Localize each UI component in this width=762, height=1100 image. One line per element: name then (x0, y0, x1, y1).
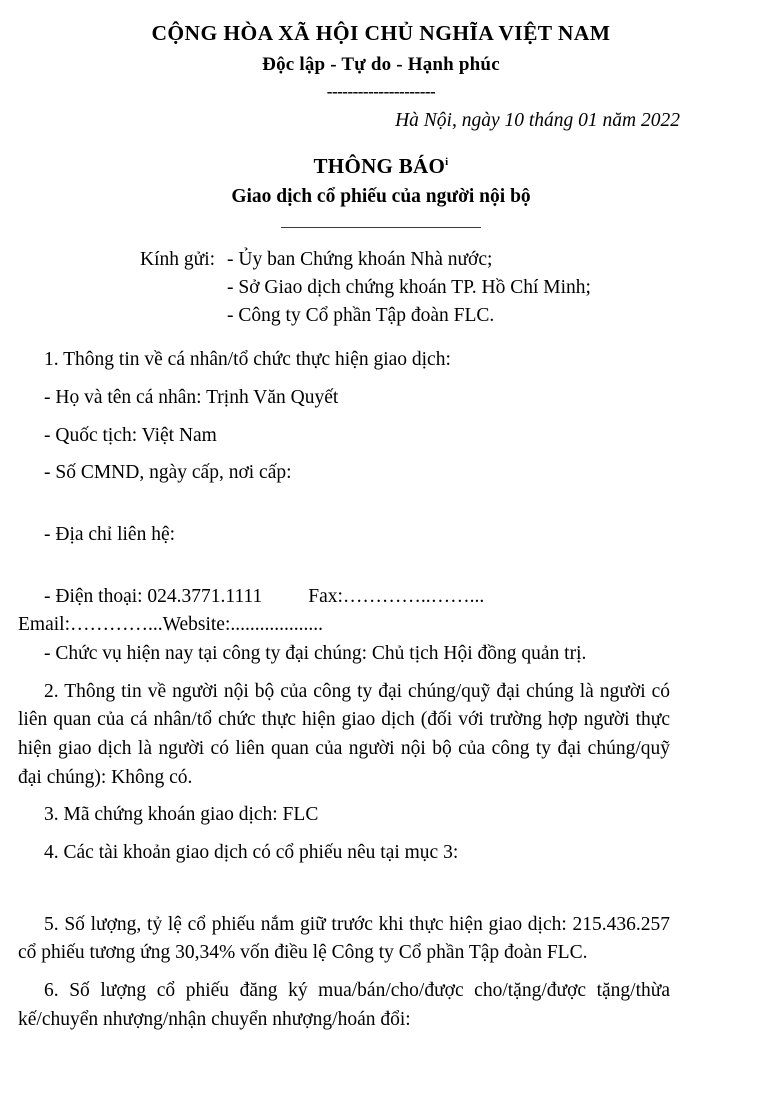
document-body (0, 346, 762, 1034)
national-header (0, 0, 762, 100)
national-motto: Độc lập - Tự do - Hạnh phúc (262, 53, 500, 75)
header-dashed-separator: --------------------- (326, 81, 436, 101)
date-line: Hà Nội, ngày 10 tháng 01 năm 2022 (395, 109, 680, 131)
section-4: 4. Các tài khoản giao dịch có cổ phiếu nêu tại mục 3: (44, 841, 459, 863)
section-6: 6. Số lượng cổ phiếu đăng ký mua/bán/cho/được cho/tặng/được tặng/thừa kế/chuyển nhượng/nhận chuyển nhượng/hoán đổi: (18, 979, 670, 1030)
section-1-phone: - Điện thoại: 024.3771.1111 (44, 585, 263, 607)
title-divider (281, 227, 481, 228)
footnote-marker-icon: i (445, 155, 449, 168)
recipient-item: - Sở Giao dịch chứng khoán TP. Hồ Chí Minh; (227, 277, 591, 299)
section-1-contact-line (18, 583, 670, 640)
section-1-fax: Fax:…………..……... (308, 585, 485, 607)
document-subtitle: Giao dịch cổ phiếu của người nội bộ (231, 185, 531, 207)
country-title: CỘNG HÒA XÃ HỘI CHỦ NGHĨA VIỆT NAM (151, 21, 611, 45)
section-2: 2. Thông tin về người nội bộ của công ty đại chúng/quỹ đại chúng là người có liên quan của cá nhân/tổ chức thực hiện giao dịch (đối với trường hợp người thực hiện giao dịch là người có liên quan của người nội bộ của công ty đại chúng/quỹ đại chúng): Không có. (18, 680, 670, 788)
document-title-text: THÔNG BÁO (313, 153, 446, 178)
section-1-heading: 1. Thông tin về cá nhân/tổ chức thực hiện giao dịch: (44, 349, 451, 371)
spacer (18, 877, 670, 911)
recipients-label: Kính gửi: (140, 249, 216, 271)
spacer (18, 497, 670, 521)
document-title-block (0, 154, 762, 229)
recipients-list (227, 246, 591, 330)
section-1-address: - Địa chỉ liên hệ: (44, 524, 176, 546)
section-1-position: - Chức vụ hiện nay tại công ty đại chúng: Chủ tịch Hội đồng quản trị. (44, 643, 587, 665)
document-title (0, 154, 762, 179)
spacer (18, 559, 670, 583)
section-5: 5. Số lượng, tỷ lệ cổ phiếu nắm giữ trước khi thực hiện giao dịch: 215.436.257 cổ phiếu tương ứng 30,34% vốn điều lệ Công ty Cổ phần Tập đoàn FLC. (18, 913, 670, 964)
section-1-nationality: - Quốc tịch: Việt Nam (44, 424, 217, 446)
recipients-block (0, 246, 762, 330)
section-3: 3. Mã chứng khoán giao dịch: FLC (44, 804, 319, 826)
section-1-full-name: - Họ và tên cá nhân: Trịnh Văn Quyết (44, 387, 339, 409)
section-1-email: Email:…………... (18, 614, 163, 636)
recipient-item: - Công ty Cổ phần Tập đoàn FLC. (227, 305, 495, 327)
section-1-website: Website:................... (162, 614, 323, 636)
section-1-id-number: - Số CMND, ngày cấp, nơi cấp: (44, 462, 292, 484)
recipient-item: - Ủy ban Chứng khoán Nhà nước; (227, 249, 493, 271)
